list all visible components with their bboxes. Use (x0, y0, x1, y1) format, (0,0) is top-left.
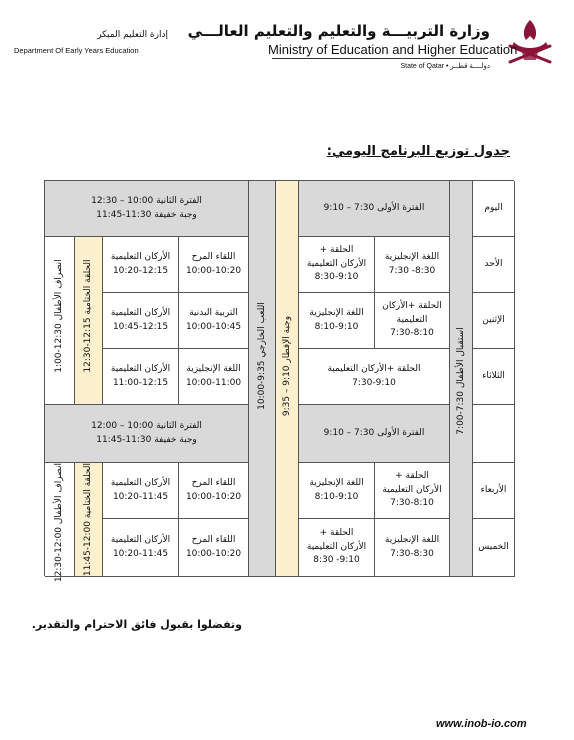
closing-circle-label-a: الحلقة الختامية 12:15-12:30 (83, 259, 93, 373)
day-empty (473, 405, 515, 463)
monday-p1-cell-a: الحلقة +الأركان التعليمية 7:30-8:10 (375, 293, 450, 349)
sunday-p2-cell-a: اللقاء المرح 10:00-10:20 (179, 237, 249, 293)
meal-label: وجبة الإفطار 9:10 – 9:35 (282, 315, 292, 417)
period1-header-top: الفترة الأولى 7:30 – 9:10 (299, 181, 450, 237)
period1-header-middle: الفترة الأولى 7:30 – 9:10 (299, 405, 450, 463)
day-thursday: الخميس (473, 519, 515, 577)
wednesday-p1-cell-b: اللغة الإنجليزية 8:10-9:10 (299, 463, 375, 519)
period2-header-top: الفترة الثانية 10:00 – 12:30 وجبة خفيفة 11:30-11:45 (45, 181, 249, 237)
closing-remark: وتفضلوا بقبول فائق الاحترام والتقدير. (31, 618, 242, 631)
wednesday-p2-cell-b: الأركان التعليمية 10:20-11:45 (103, 463, 179, 519)
dismissal-label-a: انصراف الأطفال 12:30-1:00 (54, 259, 64, 373)
department-name-ar: إدارة التعليم المبكر (97, 30, 168, 40)
sunday-p1-cell-b: الحلقة + الأركان التعليمية 8:30-9:10 (299, 237, 375, 293)
day-monday: الإثنين (473, 293, 515, 349)
header-divider (272, 58, 488, 59)
monday-p2-cell-b: الأركان التعليمية 10:45-12:15 (103, 293, 179, 349)
monday-p1-cell-b: اللغة الإنجليزية 8:10-9:10 (299, 293, 375, 349)
sunday-p2-cell-b: الأركان التعليمية 10:20-12:15 (103, 237, 179, 293)
page-title: جدول توزيع البرنامج اليومي: (326, 144, 510, 159)
monday-p2-cell-a: التربية البدنية 10:00-10:45 (179, 293, 249, 349)
tuesday-p2-cell-a: اللغة الإنجليزية 10:00-11:00 (179, 349, 249, 405)
ministry-name-en: Ministry of Education and Higher Education (268, 42, 518, 57)
day-header: اليوم (473, 181, 515, 237)
state-label: State of Qatar • دولــــة قطــر (400, 63, 490, 70)
wednesday-p1-cell-a: الحلقة + الأركان التعليمية 7:30-8:10 (375, 463, 450, 519)
day-wednesday: الأربعاء (473, 463, 515, 519)
tuesday-p2-cell-b: الأركان التعليمية 11:00-12:15 (103, 349, 179, 405)
thursday-p2-cell-b: الأركان التعليمية 10:20-11:45 (103, 519, 179, 577)
reception-label: استقبال الأطفال 7:30-7:00 (456, 327, 466, 435)
sunday-p1-cell-a: اللغة الإنجليزية 7:30 -8:30 (375, 237, 450, 293)
schedule-table (44, 180, 514, 583)
thursday-p1-cell-b: الحلقة + الأركان التعليمية 8:30 -9:10 (299, 519, 375, 577)
department-name-en: Department Of Early Years Education (14, 46, 139, 55)
outdoor-play-label: اللعب الخارجي 9:35-10:00 (257, 302, 267, 410)
period2-header-middle: الفترة الثانية 10:00 – 12:00 وجبة خفيفة 11:30-11:45 (45, 405, 249, 463)
closing-circle-label-b: الحلقة الختامية 12:00-11:45 (83, 463, 93, 577)
tuesday-p1-cell: الحلقة +الأركان التعليمية 7:30-9:10 (299, 349, 450, 405)
wednesday-p2-cell-a: اللقاء المرح 10:00-10:20 (179, 463, 249, 519)
thursday-p1-cell-a: اللغة الإنجليزية 7:30-8:30 (375, 519, 450, 577)
website-link[interactable]: www.inob-io.com (436, 718, 527, 730)
thursday-p2-cell-a: اللقاء المرح 10:00-10:20 (179, 519, 249, 577)
day-tuesday: الثلاثاء (473, 349, 515, 405)
ministry-name-ar: وزارة التربيـــة والتعليم والتعليم العالـــي (187, 22, 490, 40)
dismissal-label-b: انصراف الأطفال 12:00-12:30 (54, 463, 64, 583)
day-sunday: الأحد (473, 237, 515, 293)
